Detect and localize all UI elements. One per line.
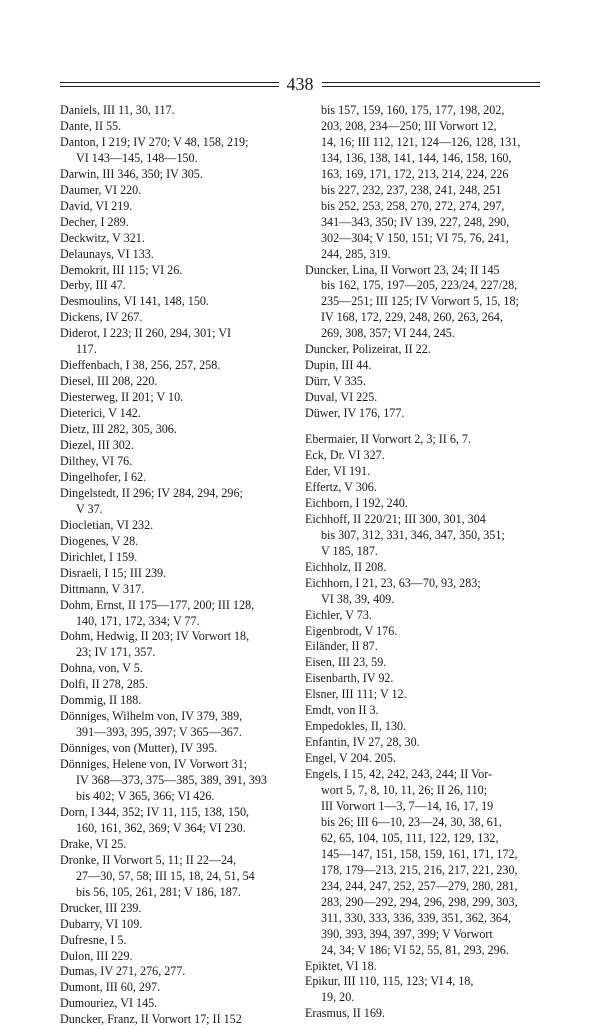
index-line: Duncker, Lina, II Vorwort 23, 24; II 145 bbox=[305, 262, 500, 277]
index-column-left bbox=[60, 103, 298, 1028]
index-line: Dietz, III 282, 305, 306. bbox=[60, 422, 177, 437]
header-rule-left bbox=[60, 82, 279, 87]
index-line: Dolfi, II 278, 285. bbox=[60, 677, 149, 692]
index-line: Desmoulins, VI 141, 148, 150. bbox=[60, 294, 209, 309]
index-line: Diocletian, VI 232. bbox=[60, 517, 154, 532]
index-line: Diesterweg, II 201; V 10. bbox=[60, 390, 184, 405]
index-line: 391—393, 395, 397; V 365—367. bbox=[76, 725, 242, 740]
index-line: Düwer, IV 176, 177. bbox=[305, 406, 405, 421]
index-line: Elsner, III 111; V 12. bbox=[305, 687, 407, 702]
index-line: Dumouriez, VI 145. bbox=[60, 996, 158, 1011]
index-line: Dilthey, VI 76. bbox=[60, 453, 133, 468]
index-line: 341—343, 350; IV 139, 227, 248, 290, bbox=[321, 214, 510, 229]
index-line: 117. bbox=[76, 342, 97, 357]
index-line: Dohm, Ernst, II 175—177, 200; III 128, bbox=[60, 597, 255, 612]
header-rule-right bbox=[322, 82, 541, 87]
index-line: 145—147, 151, 158, 159, 161, 171, 172, bbox=[321, 846, 518, 861]
index-line: Dufresne, I 5. bbox=[60, 932, 127, 947]
letter-gap bbox=[305, 422, 543, 432]
index-line: Eichholz, II 208. bbox=[305, 559, 387, 574]
index-line: Eichhorn, I 21, 23, 63—70, 93, 283; bbox=[305, 575, 481, 590]
index-line: 24, 34; V 186; VI 52, 55, 81, 293, 296. bbox=[321, 942, 509, 957]
index-line: Erasmus, II 169. bbox=[305, 1006, 385, 1021]
index-line: Dieterici, V 142. bbox=[60, 406, 141, 421]
index-line: 203, 208, 234—250; III Vorwort 12, bbox=[321, 118, 497, 133]
index-line: Dorn, I 344, 352; IV 11, 115, 138, 150, bbox=[60, 804, 250, 819]
index-line: Eisen, III 23, 59. bbox=[305, 655, 387, 670]
index-line: Decher, I 289. bbox=[60, 214, 129, 229]
index-line: 163, 169, 171, 172, 213, 214, 224, 226 bbox=[321, 166, 509, 181]
index-line: Dönniges, Helene von, IV Vorwort 31; bbox=[60, 757, 248, 772]
index-line: VI 143—145, 148—150. bbox=[76, 150, 198, 165]
index-column-right bbox=[305, 103, 543, 1022]
index-line: 390, 393, 394, 397, 399; V Vorwort bbox=[321, 926, 493, 941]
index-line: Dickens, IV 267. bbox=[60, 310, 143, 325]
index-line: Dönniges, Wilhelm von, IV 379, 389, bbox=[60, 709, 243, 724]
index-line: Daumer, VI 220. bbox=[60, 182, 142, 197]
index-line: Eder, VI 191. bbox=[305, 463, 371, 478]
index-line: Danton, I 219; IV 270; V 48, 158, 219; bbox=[60, 134, 249, 149]
index-line: 62, 65, 104, 105, 111, 122, 129, 132, bbox=[321, 830, 499, 845]
index-line: Eiländer, II 87. bbox=[305, 639, 378, 654]
index-line: Darwin, III 346, 350; IV 305. bbox=[60, 166, 203, 181]
index-line: Drucker, III 239. bbox=[60, 900, 142, 915]
index-line: Eigenbrodt, V 176. bbox=[305, 623, 398, 638]
page-number: 438 bbox=[286, 74, 314, 94]
index-line: bis 56, 105, 261, 281; V 186, 187. bbox=[76, 884, 241, 899]
index-line: Empedokles, II, 130. bbox=[305, 719, 407, 734]
index-line: 134, 136, 138, 141, 144, 146, 158, 160, bbox=[321, 150, 512, 165]
index-line: Disraeli, I 15; III 239. bbox=[60, 565, 167, 580]
index-line: Duval, VI 225. bbox=[305, 390, 378, 405]
index-line: 283, 290—292, 294, 296, 298, 299, 303, bbox=[321, 894, 518, 909]
index-line: V 185, 187. bbox=[321, 543, 378, 558]
index-line: Ebermaier, II Vorwort 2, 3; II 6, 7. bbox=[305, 432, 471, 447]
index-line: Dupin, III 44. bbox=[305, 358, 372, 373]
index-line: Eichhoff, II 220/21; III 300, 301, 304 bbox=[305, 511, 486, 526]
index-line: Emdt, von II 3. bbox=[305, 703, 379, 718]
index-line: Dönniges, von (Mutter), IV 395. bbox=[60, 741, 218, 756]
index-line: Engel, V 204. 205. bbox=[305, 751, 396, 766]
index-line: 23; IV 171, 357. bbox=[76, 645, 156, 660]
index-line: 19, 20. bbox=[321, 990, 355, 1005]
index-line: Eck, Dr. VI 327. bbox=[305, 448, 385, 463]
index-line: 269, 308, 357; VI 244, 245. bbox=[321, 326, 455, 341]
index-line: Epikur, III 110, 115, 123; VI 4, 18, bbox=[305, 974, 474, 989]
index-line: Delaunays, VI 133. bbox=[60, 246, 154, 261]
index-line: Engels, I 15, 42, 242, 243, 244; II Vor- bbox=[305, 767, 493, 782]
index-line: Dittmann, V 317. bbox=[60, 581, 145, 596]
index-line: Dohm, Hedwig, II 203; IV Vorwort 18, bbox=[60, 629, 250, 644]
index-line: Dingelstedt, II 296; IV 284, 294, 296; bbox=[60, 485, 243, 500]
index-line: Effertz, V 306. bbox=[305, 479, 377, 494]
index-line: Dumas, IV 271, 276, 277. bbox=[60, 964, 186, 979]
index-line: 140, 171, 172, 334; V 77. bbox=[76, 613, 200, 628]
index-line: bis 227, 232, 237, 238, 241, 248, 251 bbox=[321, 182, 502, 197]
index-line: Epiktet, VI 18. bbox=[305, 958, 377, 973]
index-line: Duncker, Franz, II Vorwort 17; II 152 bbox=[60, 1012, 242, 1027]
index-line: Dirichlet, I 159. bbox=[60, 549, 138, 564]
index-line: Demokrit, III 115; VI 26. bbox=[60, 262, 183, 277]
index-line: Duncker, Polizeirat, II 22. bbox=[305, 342, 431, 357]
index-line: 244, 285, 319. bbox=[321, 246, 391, 261]
index-line: IV 168, 172, 229, 248, 260, 263, 264, bbox=[321, 310, 503, 325]
index-line: Dulon, III 229. bbox=[60, 948, 133, 963]
index-column-right-d bbox=[305, 103, 543, 422]
index-line: 178, 179—213, 215, 216, 217, 221, 230, bbox=[321, 862, 518, 877]
index-column-right-e bbox=[305, 432, 543, 1022]
index-line: Dommig, II 188. bbox=[60, 693, 142, 708]
index-line: bis 157, 159, 160, 175, 177, 198, 202, bbox=[321, 103, 505, 117]
index-line: Dronke, II Vorwort 5, 11; II 22—24, bbox=[60, 852, 237, 867]
index-line: 311, 330, 333, 336, 339, 351, 362, 364, bbox=[321, 910, 512, 925]
index-line: Diderot, I 223; II 260, 294, 301; VI bbox=[60, 326, 232, 341]
index-line: Dieffenbach, I 38, 256, 257, 258. bbox=[60, 358, 221, 373]
index-line: bis 26; III 6—10, 23—24, 30, 38, 61, bbox=[321, 814, 502, 829]
index-line: bis 307, 312, 331, 346, 347, 350, 351; bbox=[321, 527, 505, 542]
page-header bbox=[60, 70, 540, 98]
index-line: 160, 161, 362, 369; V 364; VI 230. bbox=[76, 820, 246, 835]
index-line: Deckwitz, V 321. bbox=[60, 230, 145, 245]
index-line: Derby, III 47. bbox=[60, 278, 126, 293]
index-line: Dumont, III 60, 297. bbox=[60, 980, 161, 995]
index-line: Dubarry, VI 109. bbox=[60, 916, 143, 931]
index-line: 14, 16; III 112, 121, 124—126, 128, 131, bbox=[321, 134, 521, 149]
index-line: VI 38, 39, 409. bbox=[321, 591, 395, 606]
index-line: Dante, II 55. bbox=[60, 118, 122, 133]
index-line: Dohna, von, V 5. bbox=[60, 661, 143, 676]
index-line: bis 402; V 365, 366; VI 426. bbox=[76, 788, 215, 803]
index-line: bis 162, 175, 197—205, 223/24, 227/28, bbox=[321, 278, 518, 293]
index-line: 234, 244, 247, 252, 257—279, 280, 281, bbox=[321, 878, 518, 893]
index-line: wort 5, 7, 8, 10, 11, 26; II 26, 110; bbox=[321, 783, 488, 798]
index-line: 302—304; V 150, 151; VI 75, 76, 241, bbox=[321, 230, 509, 245]
index-line: bis 252, 253, 258, 270, 272, 274, 297, bbox=[321, 198, 505, 213]
index-line: David, VI 219. bbox=[60, 198, 133, 213]
index-line: Eichborn, I 192, 240. bbox=[305, 495, 408, 510]
index-line: III Vorwort 1—3, 7—14, 16, 17, 19 bbox=[321, 798, 494, 813]
index-line: V 37. bbox=[76, 501, 103, 516]
index-line: Diogenes, V 28. bbox=[60, 533, 139, 548]
index-line: IV 368—373, 375—385, 389, 391, 393 bbox=[76, 773, 267, 788]
index-line: Diezel, III 302. bbox=[60, 438, 134, 453]
index-line: Eichler, V 73. bbox=[305, 607, 372, 622]
index-line: Eisenbarth, IV 92. bbox=[305, 671, 394, 686]
index-line: Daniels, III 11, 30, 117. bbox=[60, 103, 175, 117]
index-line: Drake, VI 25. bbox=[60, 836, 127, 851]
index-line: 27—30, 57, 58; III 15, 18, 24, 51, 54 bbox=[76, 868, 255, 883]
index-line: Diesel, III 208, 220. bbox=[60, 374, 158, 389]
index-line: Enfantin, IV 27, 28, 30. bbox=[305, 735, 420, 750]
index-line: Dürr, V 335. bbox=[305, 374, 366, 389]
index-line: Dingelhofer, I 62. bbox=[60, 469, 147, 484]
index-line: 235—251; III 125; IV Vorwort 5, 15, 18; bbox=[321, 294, 519, 309]
